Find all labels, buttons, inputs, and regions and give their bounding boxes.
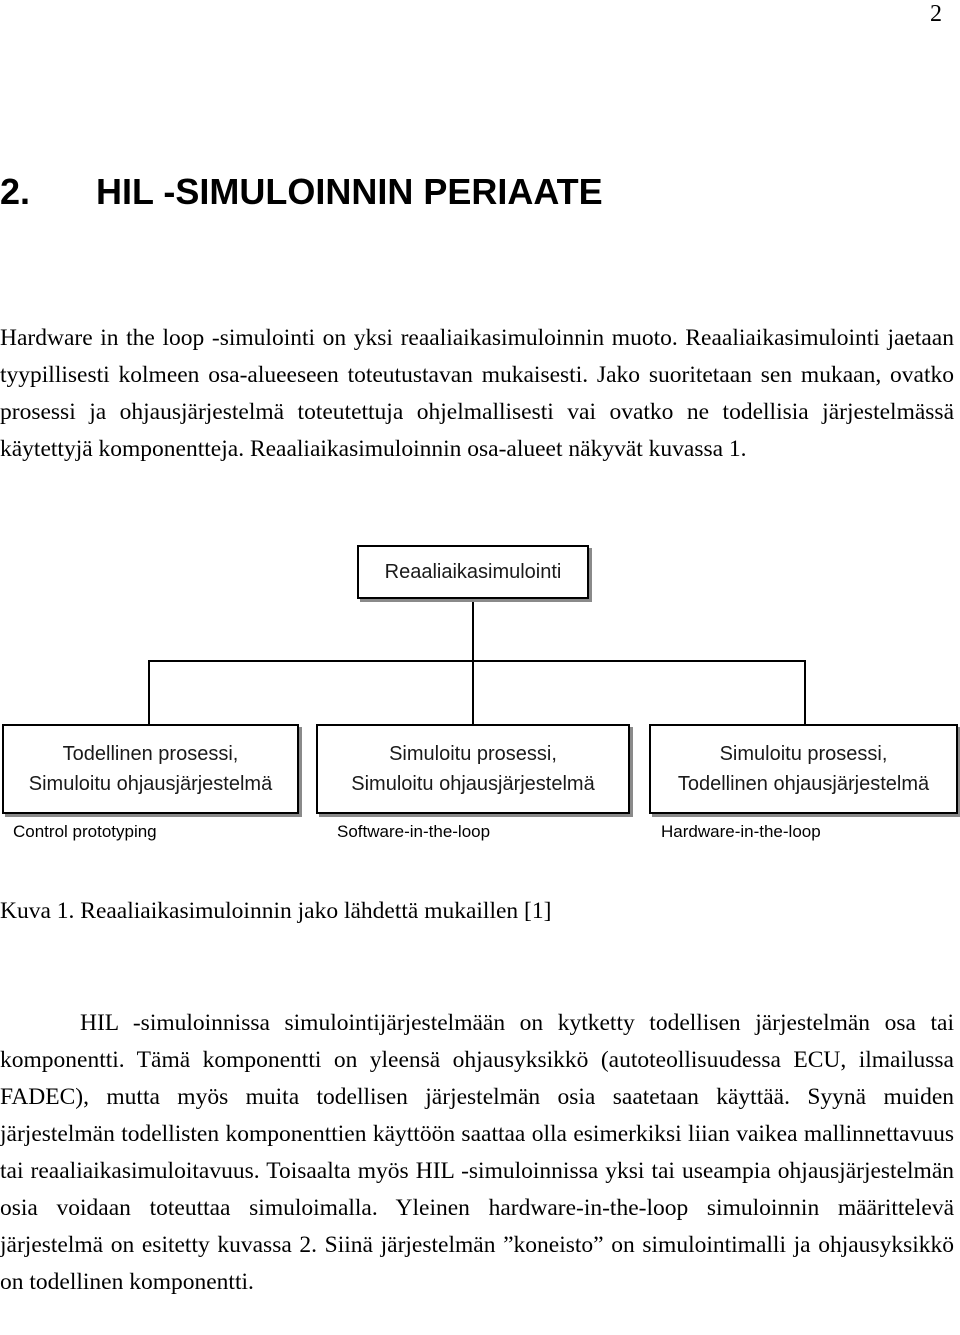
box-line2: Simuloitu ohjausjärjestelmä	[28, 773, 273, 795]
connector-bus	[148, 660, 806, 662]
connector-software-in-the-loop	[472, 660, 474, 724]
section-heading	[0, 170, 603, 214]
section-title: HIL -SIMULOINNIN PERIAATE	[96, 171, 603, 212]
connector-hardware-in-the-loop	[804, 660, 806, 724]
page-number: 2	[930, 1, 942, 27]
label-control-prototyping: Control prototyping	[13, 822, 157, 841]
connector-root	[472, 599, 474, 661]
label-software-in-the-loop: Software-in-the-loop	[337, 822, 491, 841]
figure-caption: Kuva 1. Reaaliaikasimuloinnin jako lähdettä mukaillen [1]	[0, 898, 552, 924]
diagram-box-control-prototyping	[2, 724, 299, 814]
realtime-simulation-diagram	[0, 540, 960, 860]
connector-control-prototyping	[148, 660, 150, 724]
box-line1: Simuloitu prosessi,	[389, 743, 557, 765]
section-number: 2.	[0, 171, 31, 212]
hil-paragraph: HIL -simuloinnissa simulointijärjestelmään on kytketty todellisen järjestelmän osa tai komponentti. Tämä komponentti on yleensä ohjausyksikkö (autoteollisuudessa ECU, ilmailussa FADEC), mutta myös muita todellisen järjestelmän osia saatetaan käyttää. Syynä muiden järjestelmän todellisten komponenttien käyttöön saattaa olla esimerkiksi liian vaikea mallinnettavuus tai reaaliaikasimuloitavuus. Toisaalta myös HIL -simuloinnissa yksi tai useampia ohjausjärjestelmän osia voidaan toteuttaa simuloimalla. Yleinen hardware-in-the-loop simuloinnin määrittelevä järjestelmä on esitetty kuvassa 2. Siinä järjestelmän ”koneisto” on simulointimalli ja ohjausyksikkö on todellinen komponentti.	[0, 1010, 954, 1295]
diagram-box-software-in-the-loop	[316, 724, 630, 814]
label-hardware-in-the-loop: Hardware-in-the-loop	[661, 822, 821, 841]
box-line1: Todellinen prosessi,	[62, 743, 239, 765]
diagram-root-label: Reaaliaikasimulointi	[384, 561, 562, 583]
diagram-box-hardware-in-the-loop	[649, 724, 958, 814]
intro-paragraph: Hardware in the loop -simulointi on yksi reaaliaikasimuloinnin muoto. Reaaliaikasimulointi jaetaan tyypillisesti kolmeen osa-alueeseen toteutustavan mukaisesti. Jako suoritetaan sen mukaan, ovatko prosessi ja ohjausjärjestelmä toteutettuja ohjelmallisesti vai ovatko ne todellisia järjestelmässä käytettyjä komponentteja. Reaaliaikasimuloinnin osa-alueet näkyvät kuvassa 1.	[0, 325, 954, 462]
box-line1: Simuloitu prosessi,	[719, 743, 888, 765]
box-line2: Simuloitu ohjausjärjestelmä	[351, 773, 595, 795]
box-line2: Todellinen ohjausjärjestelmä	[677, 773, 930, 795]
diagram-root-box	[357, 545, 589, 599]
